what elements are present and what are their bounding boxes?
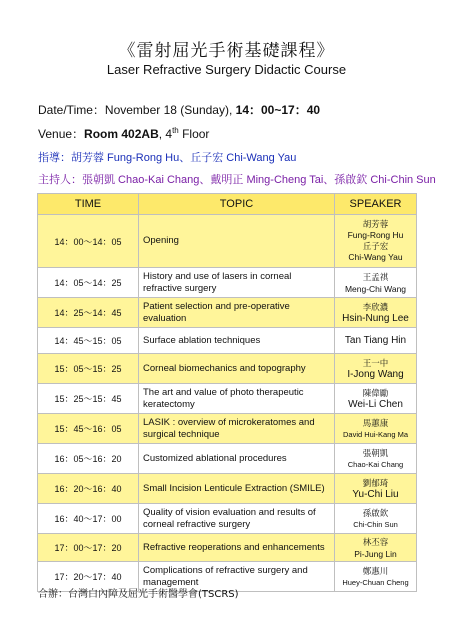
header-time: TIME	[38, 194, 139, 215]
venue-floor-prefix: , 4	[158, 127, 173, 141]
session-topic: Customized ablational procedures	[139, 444, 335, 474]
datetime-date: November 18 (Sunday),	[104, 103, 236, 117]
speaker-name-en: Yu-Chi Liu	[352, 488, 399, 500]
session-time: 15：45～16：05	[38, 414, 139, 444]
schedule-row	[38, 215, 417, 268]
datetime-line	[38, 101, 320, 118]
session-topic: Quality of vision evaluation and results of corneal refractive surgery	[139, 504, 335, 534]
schedule-row	[38, 534, 417, 562]
session-speaker	[335, 562, 417, 592]
datetime-time: 14：00~17：40	[235, 103, 321, 117]
session-speaker	[335, 504, 417, 534]
speaker-name-en: Huey-Chuan Cheng	[342, 577, 409, 587]
speaker-name-en: David Hui-Kang Ma	[342, 429, 409, 439]
session-speaker	[335, 474, 417, 504]
schedule-table	[37, 193, 417, 592]
schedule-row	[38, 504, 417, 534]
header-speaker: SPEAKER	[335, 194, 417, 215]
schedule-row	[38, 354, 417, 384]
advisors-line: 指導：胡芳蓉 Fung-Rong Hu、丘子宏 Chi-Wang Yau	[38, 152, 297, 164]
session-time: 15：05～15：25	[38, 354, 139, 384]
venue-room: Room 402AB	[84, 127, 159, 141]
session-speaker	[335, 328, 417, 354]
schedule-row	[38, 268, 417, 298]
session-topic: History and use of lasers in corneal refractive surgery	[139, 268, 335, 298]
speaker-name-zh: 馬蕙康	[362, 417, 389, 428]
session-speaker	[335, 534, 417, 562]
venue-floor-suffix: th	[172, 126, 179, 135]
speaker-name-en: I-Jong Wang	[347, 368, 404, 380]
session-topic: Complications of refractive surgery and management	[139, 562, 335, 592]
session-speaker	[335, 444, 417, 474]
speaker-name-en: Chi-Chin Sun	[353, 519, 398, 529]
venue-floor-word: Floor	[178, 127, 210, 141]
session-topic: Refractive reoperations and enhancements	[139, 534, 335, 562]
session-speaker	[335, 384, 417, 414]
session-topic: The art and value of photo therapeutic keratectomy	[139, 384, 335, 414]
speaker-name-en: Meng-Chi Wang	[344, 283, 407, 294]
venue-label: Venue：	[38, 127, 85, 141]
datetime-label: Date/Time：	[38, 103, 105, 117]
schedule-row	[38, 414, 417, 444]
session-time: 17：20～17：40	[38, 562, 139, 592]
schedule-header-row	[38, 194, 417, 215]
session-speaker	[335, 354, 417, 384]
venue-line	[38, 125, 209, 142]
speaker-name-zh: 鄭惠川	[362, 565, 389, 576]
speaker-name-zh: 林丕容	[362, 536, 389, 547]
session-speaker	[335, 414, 417, 444]
co-organizer-footer: 合辦：台灣白內障及屈光手術醫學會(TSCRS)	[38, 589, 239, 600]
session-topic: Corneal biomechanics and topography	[139, 354, 335, 384]
schedule-row	[38, 384, 417, 414]
session-topic: Patient selection and pre-operative evaluation	[139, 298, 335, 328]
speaker-name-en: Tan Tiang Hin	[344, 334, 407, 346]
session-time: 14：45～15：05	[38, 328, 139, 354]
schedule-row	[38, 444, 417, 474]
session-time: 14：00～14：05	[38, 215, 139, 268]
session-topic: LASIK : overview of microkeratomes and surgical technique	[139, 414, 335, 444]
speaker-name-en: Pi-Jung Lin	[354, 548, 397, 559]
speaker-name-zh: 李欣濃	[362, 301, 389, 312]
speaker-name-zh: 王一中	[362, 357, 389, 368]
speaker-name-zh: 劉郁琦	[362, 477, 389, 488]
speaker-name-zh: 孫啟欽	[362, 507, 389, 518]
session-speaker	[335, 298, 417, 328]
session-time: 16：05～16：20	[38, 444, 139, 474]
document-title-chinese: 《雷射屈光手術基礎課程》	[118, 41, 335, 61]
session-topic: Surface ablation techniques	[139, 328, 335, 354]
session-time: 16：20～16：40	[38, 474, 139, 504]
session-time: 15：25～15：45	[38, 384, 139, 414]
schedule-row	[38, 328, 417, 354]
schedule-row	[38, 298, 417, 328]
session-speaker-multi: 胡芳蓉 Fung-Rong Hu 丘子宏 Chi-Wang Yau	[335, 215, 417, 268]
session-topic: Small Incision Lenticule Extraction (SMILE)	[139, 474, 335, 504]
speaker-name-en: Hsin-Nung Lee	[342, 312, 409, 324]
session-speaker	[335, 268, 417, 298]
schedule-row	[38, 474, 417, 504]
header-topic: TOPIC	[139, 194, 335, 215]
speaker-name-en: Wei-Li Chen	[348, 398, 403, 410]
document-title-english: Laser Refractive Surgery Didactic Course	[106, 62, 347, 77]
session-time: 17：00～17：20	[38, 534, 139, 562]
session-topic: Opening	[139, 215, 335, 268]
speaker-name-zh: 陳偉勵	[362, 387, 389, 398]
session-time: 16：40～17：00	[38, 504, 139, 534]
speaker-name-en: Chao-Kai Chang	[347, 459, 404, 469]
session-time: 14：05～14：25	[38, 268, 139, 298]
session-time: 14：25～14：45	[38, 298, 139, 328]
speaker-name-zh: 王孟祺	[362, 271, 389, 282]
hosts-line: 主持人：張朝凱 Chao-Kai Chang、戴明正 Ming-Cheng Tai、孫啟欽 Chi-Chin Sun	[38, 174, 436, 186]
speaker-name-zh: 張朝凱	[362, 447, 389, 458]
